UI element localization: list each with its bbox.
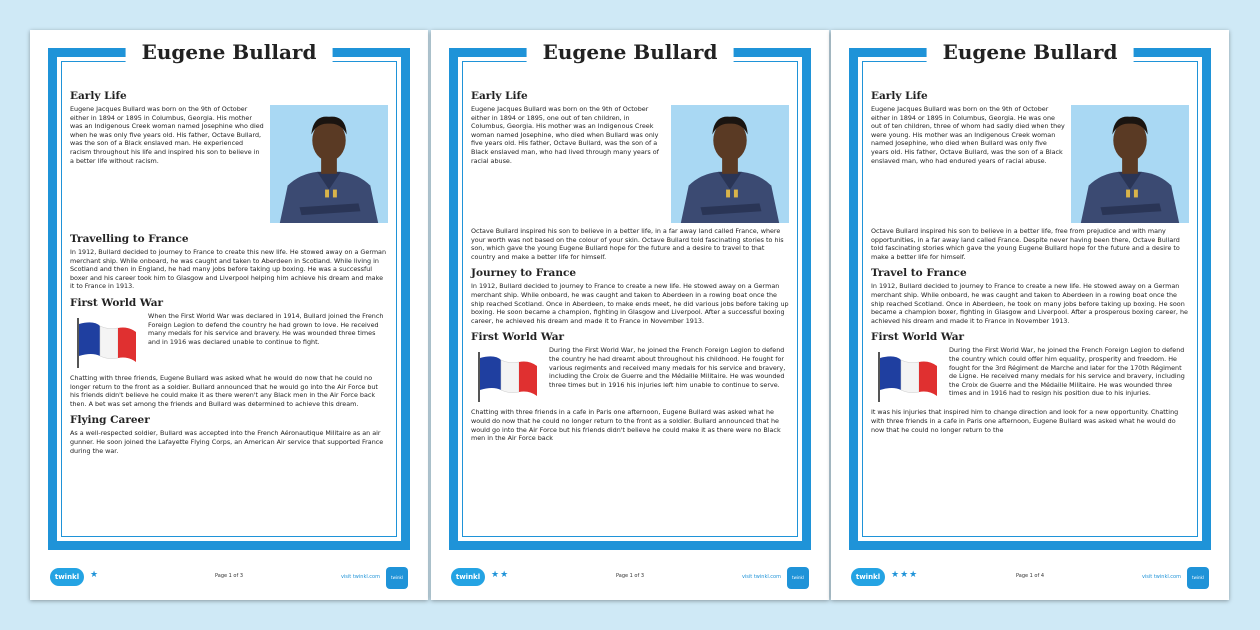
worksheet-3 [831,30,1229,600]
early-life-text: Eugene Jacques Bullard was born on the 9th of October either in 1894 or 1895, one out of ten children, in Columbus, Georgia. His mother was an Indigenous Creek woman named Josephine, who died when Bullard was only five years old. His father, Octave Bullard, was the son of a Black enslaved man, who had lived through many years of racial abuse. [471,105,659,165]
page-content [462,61,798,537]
early-life-text: Eugene Jacques Bullard was born on the 9th of October either in 1894 or 1895 in Columbus, Georgia. He was one out of ten children, three of whom had sadly died when they were young. His mother was an Indigenous Creek woman named Josephine, who died when Bullard was only five years old. His father, Octave Bullard, was the son of a Black enslaved man, who had endured years of racial abuse. [871,105,1065,165]
french-flag-icon [875,350,941,404]
page-content [61,61,397,537]
eugene-bullard-portrait [1071,105,1189,223]
early-life-heading: Early Life [471,90,528,102]
difficulty-stars: ★★ [491,570,510,580]
travel-heading: Travel to France [871,267,967,280]
chat-text: Chatting with three friends in a cafe in Paris one afternoon, Eugene Bullard was asked what he would do now that he could no longer return to the front as a soldier. Bullard announced that he would go into the Air Force but his friends didn't believe he could make it as there were no Black men in the Air Force back [471,408,781,443]
page-content [862,61,1198,537]
worksheet-1 [30,30,428,600]
page-frame [849,48,1211,550]
travel-text: In 1912, Bullard decided to journey to France to create this new life. He stowed away on a German merchant ship. While onboard, he was caught and taken to Aberdeen in Scotland. While living in Scotland and then in England, he had many jobs before taking up boxing. He was a successful boxer and his career took him to Glasgow and Liverpool helping him achieve his dream and make it to France in 1913. [70,248,387,291]
ww1-text: During the First World War, he joined the French Foreign Legion to defend the country which could offer him equality, prosperity and freedom. He fought for the 3rd Régiment de Marche and later for the 170th Régiment de Ligne. He received many medals for his service and bravery, including the Croix de Guerre and the Médaille Militaire. He was wounded three times and in 1916 had to resign his position due to his injuries. [949,346,1185,398]
ww1-heading: First World War [471,331,565,344]
ww1-heading: First World War [70,296,164,309]
inspire-text: Octave Bullard inspired his son to believe in a better life, in a far away land called France, where your worth was not based on the colour of your skin. Octave Bullard told fascinating stories to his son, which gave the young Eugene Bullard hope for the future and a desire to travel to that country and make a better life for himself. [471,227,784,261]
page-footer [849,564,1211,592]
chat-text: Chatting with three friends, Eugene Bullard was asked what he would do now that he could no longer return to the front as a soldier. Bullard announced that he would go into the Air Force but his friends didn't believe he could make it as there weren't any Black men in the Air Force back then. A bet was set among the friends and Bullard was determined to achieve this dream. [70,373,378,408]
page-number: Page 1 of 4 [1015,573,1045,579]
twinkl-logo: twinkl [851,568,885,586]
travel-text: In 1912, Bullard decided to journey to France to create a new life. He stowed away on a German merchant ship. While onboard, he was caught and taken to Aberdeen in a rowing boat once the ship reached Scotland. Once in Aberdeen, he took on many jobs before taking up boxing. He soon became a champion boxer, fighting in Glasgow and Liverpool. After a prosperous boxing career, he achieved his dream and made it to France in November 1913. [871,282,1188,325]
ww1-heading: First World War [871,331,965,344]
difficulty-stars: ★★★ [891,570,919,580]
twinkl-logo: twinkl [451,568,485,586]
difficulty-stars: ★ [90,570,100,580]
page-frame [449,48,811,550]
ww1-text: When the First World War was declared in 1914, Bullard joined the French Foreign Legion to defend the country he had grown to love. He received many medals for his service and bravery. He was wounded three times and in 1916 was declared unable to continue to fight. [148,311,384,346]
early-life-heading: Early Life [70,90,127,102]
page-frame [48,48,410,550]
travel-heading: Travelling to France [70,233,189,245]
flying-heading: Flying Career [70,414,150,427]
worksheet-2 [431,30,829,600]
eugene-bullard-portrait [270,105,388,223]
eugene-bullard-portrait [671,105,789,223]
page-number: Page 1 of 3 [615,573,645,579]
french-flag-icon [74,316,140,370]
chat-text: It was his injuries that inspired him to change direction and look for a new opportunity. Chatting with three friends in a cafe in Paris one afternoon, Eugene Bullard was asked what he would do now that he could no longer return to the [871,408,1179,434]
ww1-text: During the First World War, he joined the French Foreign Legion to defend the country he had dreamt about throughout his childhood. He fought for various regiments and received many medals for his service and bravery, including the Croix de Guerre and the Médaille Militaire. He was wounded three times but in 1916 his injuries left him unable to continue to serve. [549,346,786,389]
french-flag-icon [475,350,541,404]
page-footer [48,564,410,592]
page-title: Eugene Bullard [927,40,1134,64]
early-life-heading: Early Life [871,90,928,102]
twinkl-logo: twinkl [50,568,84,586]
flying-text: As a well-respected soldier, Bullard was accepted into the French Aéronautique Militaire as an air gunner. He soon joined the Lafayette Flying Corps, an American Air service that supported France during the war. [70,429,384,455]
quality-badge-icon: twinkl [1187,567,1209,589]
page-title: Eugene Bullard [126,40,333,64]
inspire-text: Octave Bullard inspired his son to believe in a better life, free from prejudice and with many opportunities, in a far away land called France. Despite never having been there, Octave Bullard told fascinating stories which gave the young Eugene Bullard hope for the future and a desire to make a better life for himself. [871,227,1180,261]
early-life-text: Eugene Jacques Bullard was born on the 9th of October either in 1894 or 1895 in Columbus, Georgia. His mother was an Indigenous Creek woman named Josephine who died when he was only five years old. His father, Octave Bullard, was the son of a Black enslaved man. He experienced racism throughout his life and inspired his son to believe in a better life without racism. [70,105,264,165]
travel-heading: Journey to France [471,267,577,280]
page-footer [449,564,811,592]
site-link[interactable]: visit twinkl.com [1141,574,1181,580]
site-link[interactable]: visit twinkl.com [741,574,781,580]
page-number: Page 1 of 3 [214,573,244,579]
page-title: Eugene Bullard [527,40,734,64]
quality-badge-icon: twinkl [386,567,408,589]
travel-text: In 1912, Bullard decided to journey to France to create a new life. He stowed away on a German merchant ship. While onboard, he was caught and taken to Aberdeen in a rowing boat once the ship reached Scotland. Once in Aberdeen, to make ends meet, he did various jobs before taking up boxing. He soon became a champion, fighting in Glasgow and Liverpool. After a successful boxing career, he achieved his dream and made it to France in November 1913. [471,282,789,325]
quality-badge-icon: twinkl [787,567,809,589]
site-link[interactable]: visit twinkl.com [340,574,380,580]
